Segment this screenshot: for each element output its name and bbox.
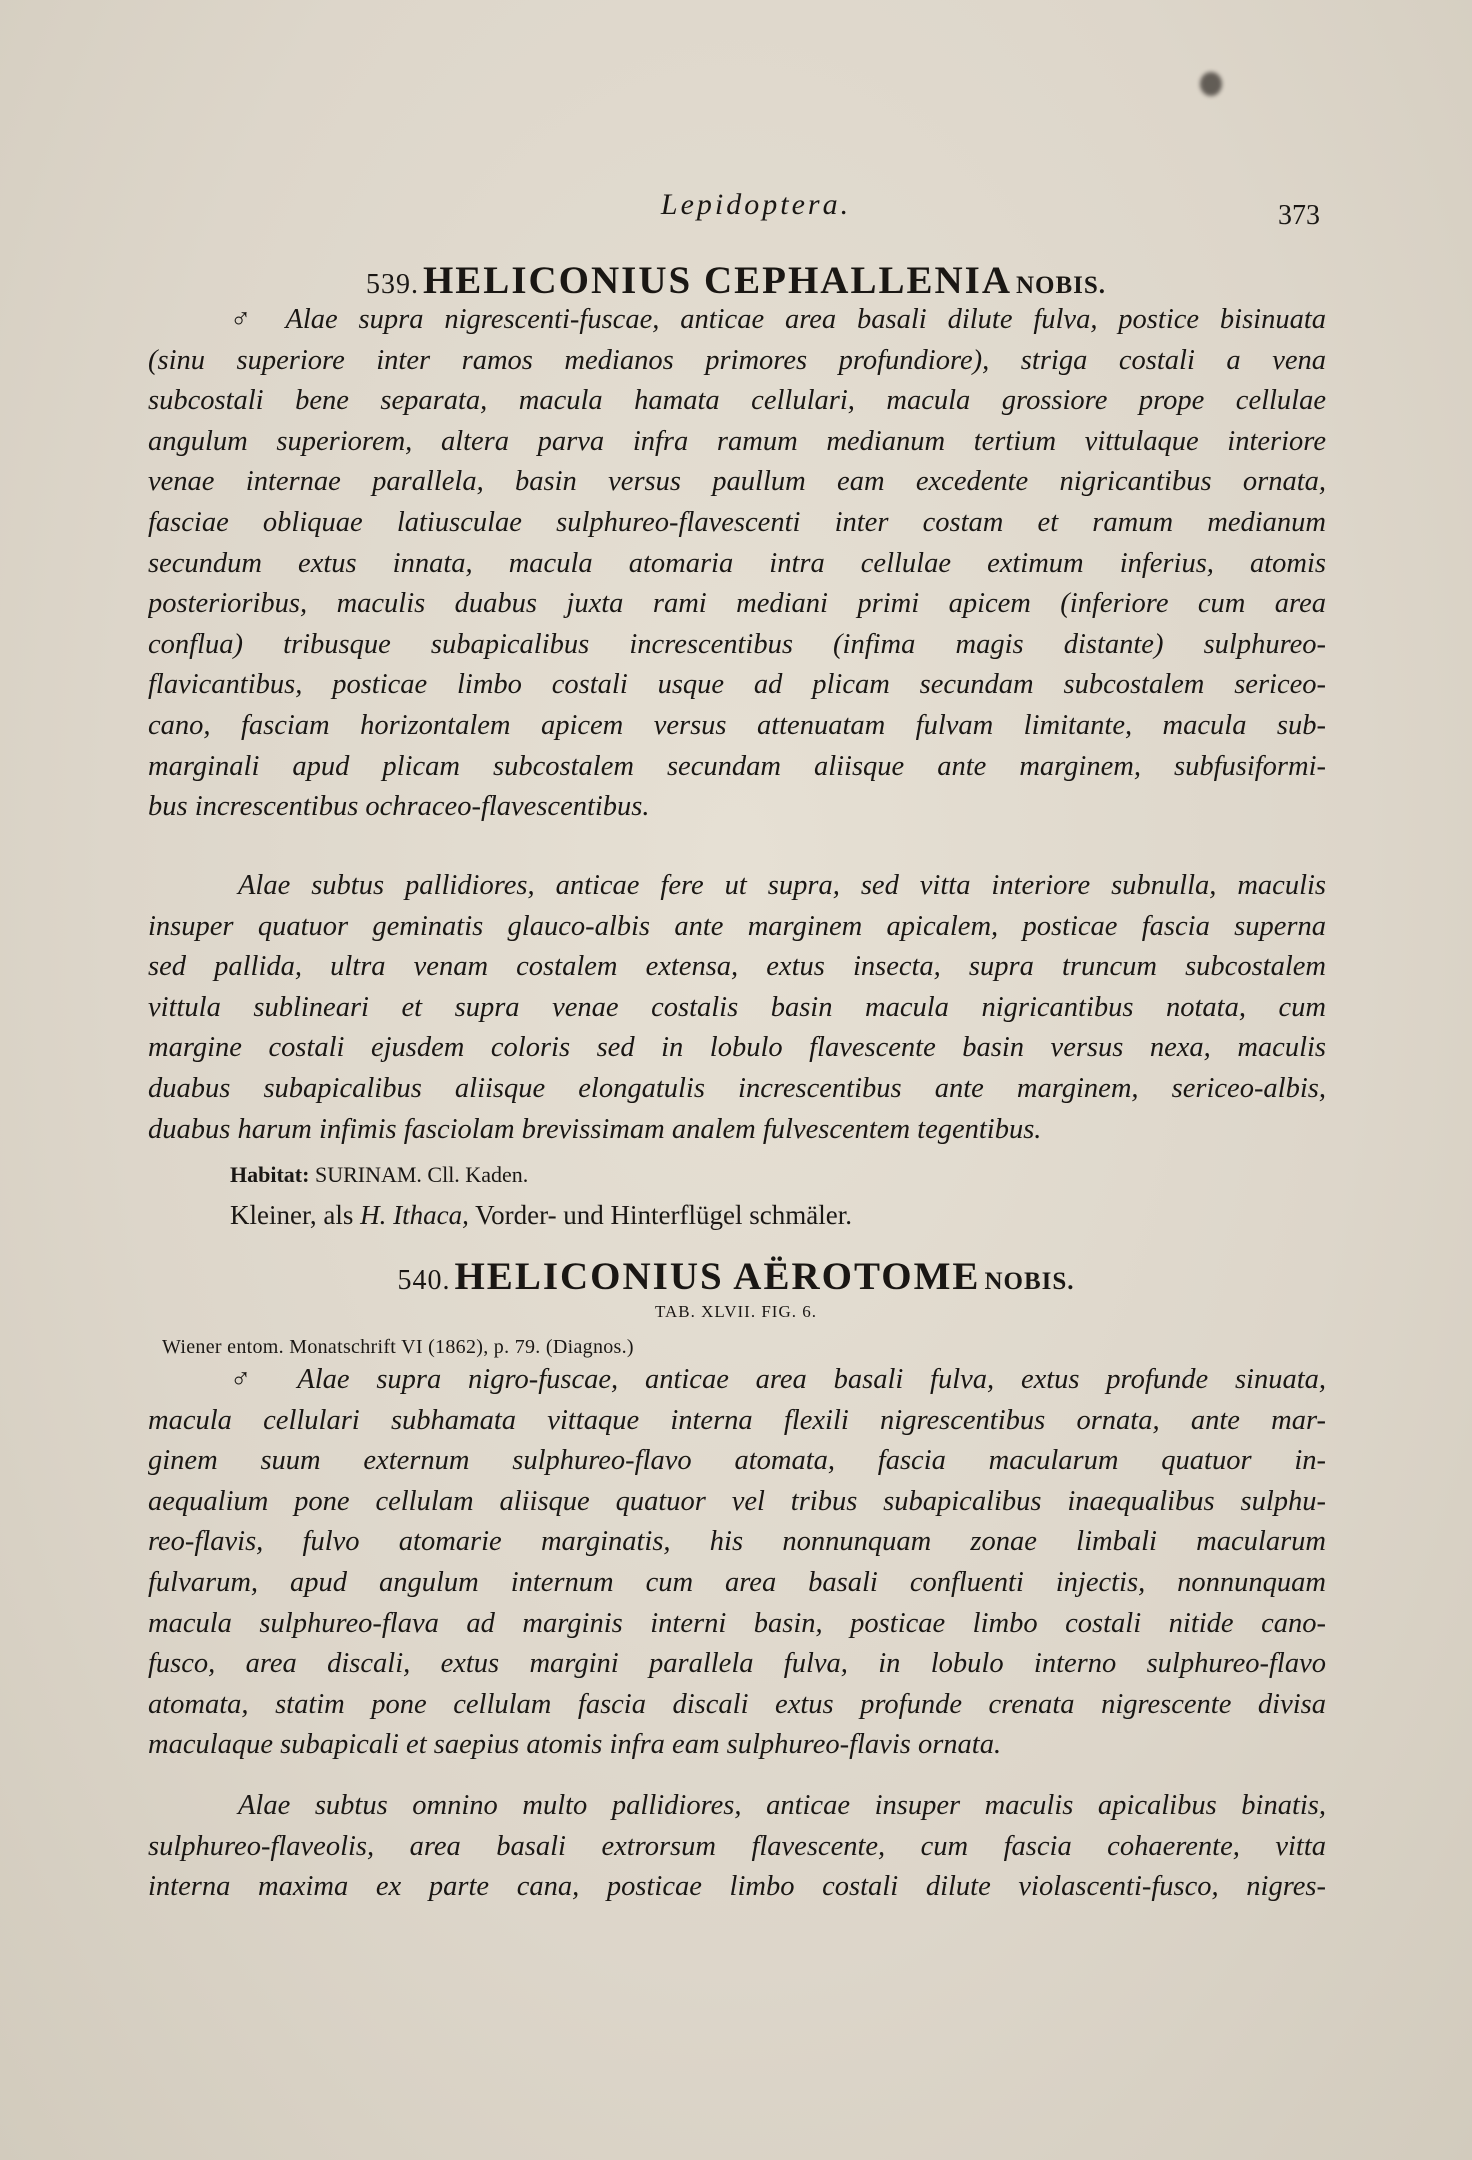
text-line: sulphureo-flaveolis, area basali extrorsum flavescente, cum fascia cohaerente, vitta [148,1830,1326,1862]
description-539-upperside [148,300,1326,828]
text-line: posterioribus, maculis duabus juxta rami mediani primi apicem (inferiore cum area [148,588,1326,620]
text-line: Alae subtus pallidiores, anticae fere ut supra, sed vitta interiore subnulla, maculis [238,870,1326,901]
running-header: Lepidoptera. [660,188,852,221]
habitat-label: Habitat: [230,1162,310,1187]
ink-blot [1200,72,1222,96]
text-line: subcostali bene separata, macula hamata cellulari, macula grossiore prope cellulae [148,385,1326,417]
text-line: secundum extus innata, macula atomaria intra cellulae extimum inferius, atomis [148,547,1326,579]
description-539-underside [148,866,1326,1150]
text-line: angulum superiorem, altera parva infra ramum medianum tertium vittulaque interiore [148,425,1326,457]
text-line: flavicantibus, posticae limbo costali usque ad plicam secundam subcostalem sericeo- [148,669,1326,701]
text-line: bus increscentibus ochraceo-flavescentibus. [148,791,650,823]
literature-citation: Wiener entom. Monatschrift VI (1862), p. 79. (Diagnos.) [162,1336,634,1358]
text-line: macula sulphureo-flava ad marginis interni basin, posticae limbo costali nitide cano- [148,1607,1326,1639]
text-line: conflua) tribusque subapicalibus increscentibus (infima magis distante) sulphureo- [148,628,1326,660]
text-line: duabus subapicalibus aliisque elongatulis increscentibus ante marginem, sericeo-albis, [148,1072,1326,1104]
description-540-underside [148,1786,1326,1908]
species-name: HELICONIUS CEPHALLENIA [422,259,1012,302]
text-line: aequalium pone cellulam aliisque quatuor vel tribus subapicalibus inaequalibus sulphu- [148,1485,1326,1517]
note-prefix: Kleiner, als [230,1200,354,1230]
note-species: H. Ithaca, [360,1200,469,1230]
text-line: Alae subtus omnino multo pallidiores, anticae insuper maculis apicalibus binatis, [238,1790,1326,1821]
species-number: 540. [397,1265,451,1296]
text-line: reo-flavis, fulvo atomarie marginatis, his nonnunquam zonae limbali macularum [148,1526,1326,1558]
text-line: (sinu superiore inter ramos medianos primores profundiore), striga costali a vena [148,344,1326,376]
text-line: vittula sublineari et supra venae costalis basin macula nigricantibus notata, cum [148,991,1326,1023]
text-line: sed pallida, ultra venam costalem extensa, extus insecta, supra truncum subcostalem [148,951,1326,983]
text-line: venae internae parallela, basin versus paullum eam excedente nigricantibus ornata, [148,466,1326,498]
text-line: fulvarum, apud angulum internum cum area basali confluenti injectis, nonnunquam [148,1566,1326,1598]
text-line: macula cellulari subhamata vittaque interna flexili nigrescentibus ornata, ante mar- [148,1404,1326,1436]
text-line: fusco, area discali, extus margini parallela fulva, in lobulo interno sulphureo-flavo [148,1648,1326,1680]
species-name: HELICONIUS AËROTOME [454,1255,981,1298]
text-line: atomata, statim pone cellulam fascia discali extus profunde crenata nigrescente divisa [148,1688,1326,1720]
page-number: 373 [1278,200,1320,231]
text-line: ♂ Alae supra nigro-fuscae, anticae area basali fulva, extus profunde sinuata, [230,1364,1326,1395]
plate-reference: TAB. XLVII. FIG. 6. [655,1302,817,1321]
habitat-text: SURINAM. Cll. Kaden. [314,1162,529,1187]
habitat-line [230,1162,528,1188]
text-line: ginem suum externum sulphureo-flavo atomata, fascia macularum quatuor in- [148,1445,1326,1477]
text-line: ♂ Alae supra nigrescenti-fuscae, anticae area basali dilute fulva, postice bisinuata [230,304,1326,335]
species-author: NOBIS. [1015,272,1107,299]
description-540-upperside [148,1360,1326,1766]
species-author: NOBIS. [984,1268,1075,1295]
comparison-note [230,1200,852,1231]
text-line: duabus harum infimis fasciolam brevissimam analem fulvescentem tegentibus. [148,1113,1042,1145]
text-line: marginali apud plicam subcostalem secundam aliisque ante marginem, subfusiformi- [148,750,1326,782]
text-line: cano, fasciam horizontalem apicem versus attenuatam fulvam limitante, macula sub- [148,709,1326,741]
text-line: maculaque subapicali et saepius atomis infra eam sulphureo-flavis ornata. [148,1729,1002,1761]
species-number: 539. [365,269,419,300]
species-heading-540 [0,1254,1472,1299]
text-line: interna maxima ex parte cana, posticae limbo costali dilute violascenti-fusco, nigres- [148,1871,1326,1903]
note-suffix: Vorder- und Hinterflügel schmäler. [475,1200,852,1230]
text-line: insuper quatuor geminatis glauco-albis ante marginem apicalem, posticae fascia superna [148,910,1326,942]
text-line: margine costali ejusdem coloris sed in lobulo flavescente basin versus nexa, maculis [148,1032,1326,1064]
species-heading-539 [0,258,1472,303]
text-line: fasciae obliquae latiusculae sulphureo-flavescenti inter costam et ramum medianum [148,506,1326,538]
